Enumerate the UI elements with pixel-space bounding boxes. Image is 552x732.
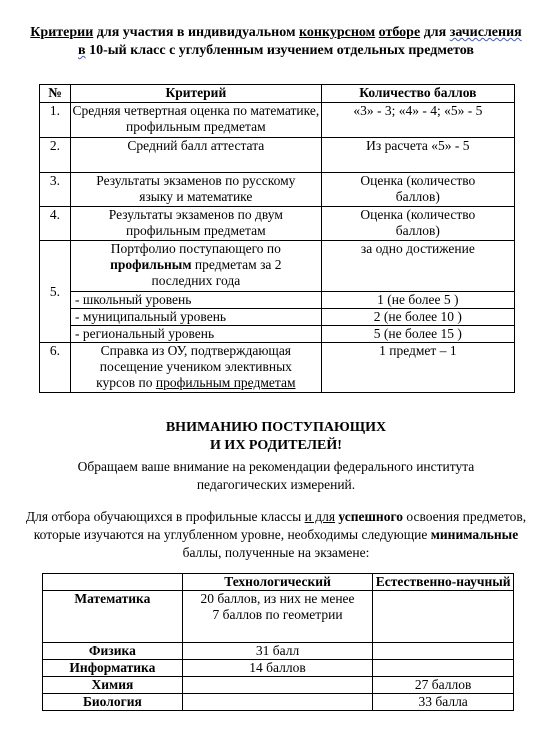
subject-cell: Математика — [43, 591, 183, 643]
header-cell: № — [40, 85, 71, 103]
table-row — [40, 241, 515, 292]
title-part: для участия в индивидуальном — [93, 25, 300, 40]
requirements-paragraph — [22, 508, 530, 562]
tech-text: 20 баллов, из них не менее 7 баллов по геометрии — [200, 591, 355, 622]
criterion-text: Результаты экзаменов по двум профильным предметам — [108, 207, 283, 238]
score-text: Оценка (количество баллов) — [360, 173, 476, 204]
criterion-text-bold: профильным — [110, 257, 192, 272]
score-cell: 1 предмет – 1 — [321, 343, 514, 393]
table-row — [40, 292, 515, 309]
table-row — [40, 343, 515, 393]
table-row — [40, 173, 515, 207]
natural-cell — [373, 591, 514, 643]
score-cell — [321, 207, 514, 241]
criterion-cell: Средний балл аттестата — [70, 138, 321, 173]
header-cell: Количество баллов — [321, 85, 514, 103]
criterion-text: Результаты экзаменов по русскому языку и математике — [96, 173, 296, 204]
table-row — [43, 660, 514, 677]
level-label: - школьный уровень — [70, 292, 321, 309]
row-number: 6. — [40, 343, 71, 393]
table-row — [40, 103, 515, 138]
table-row — [43, 677, 514, 694]
title-part: конкурсном — [299, 25, 376, 40]
natural-cell — [373, 660, 514, 677]
score-cell — [321, 138, 514, 173]
header-cell — [43, 574, 183, 591]
score-text: Оценка (количество баллов) — [360, 207, 476, 238]
table-row — [43, 694, 514, 711]
subject-cell: Информатика — [43, 660, 183, 677]
natural-cell: 33 балла — [373, 694, 514, 711]
header-cell: Критерий — [70, 85, 321, 103]
para-part: Для отбора обучающихся в профильные классы — [25, 509, 305, 524]
para-part: минимальные — [430, 527, 519, 542]
criterion-cell — [70, 173, 321, 207]
notice-heading: ВНИМАНИЮ ПОСТУПАЮЩИХ — [165, 420, 387, 435]
notice-text: Обращаем ваше внимание на рекомендации федерального института педагогических измерений. — [77, 459, 475, 492]
score-cell: 1 (не более 5 ) — [321, 292, 514, 309]
table-header-row — [40, 85, 515, 103]
subject-cell: Физика — [43, 643, 183, 660]
subject-cell: Биология — [43, 694, 183, 711]
score-cell: «3» - 3; «4» - 4; «5» - 5 — [321, 103, 514, 138]
criterion-cell — [70, 207, 321, 241]
criterion-cell — [70, 241, 321, 292]
criterion-cell — [70, 343, 321, 393]
tech-cell: 14 баллов — [182, 660, 373, 677]
criterion-text: Портфолио поступающего по — [110, 241, 281, 256]
natural-cell — [373, 643, 514, 660]
tech-cell: 31 балл — [182, 643, 373, 660]
tech-cell — [182, 694, 373, 711]
row-number: 5. — [40, 241, 71, 343]
para-part: успешного — [338, 509, 403, 524]
row-number: 4. — [40, 207, 71, 241]
table-row — [43, 591, 514, 643]
para-part: освоения предметов, которые изучаются на углубленном уровне, необходимы следующие — [33, 509, 527, 542]
score-cell: за одно достижение — [321, 241, 514, 292]
title-part: для — [420, 25, 450, 40]
para-part: баллы, полученные на экзамене: — [182, 545, 370, 560]
para-part: и для — [304, 509, 336, 524]
document-title — [30, 24, 522, 60]
criteria-table — [39, 84, 515, 393]
score-text: Из расчета «5» - 5 — [366, 138, 470, 153]
criterion-text: Справка из ОУ, подтверждающая посещение учеником элективных курсов по — [96, 343, 292, 390]
scores-table — [42, 573, 514, 711]
score-cell: 2 (не более 10 ) — [321, 309, 514, 326]
natural-cell: 27 баллов — [373, 677, 514, 694]
row-number: 1. — [40, 103, 71, 138]
notice-heading: И ИХ РОДИТЕЛЕЙ! — [210, 438, 342, 453]
level-label: - региональный уровень — [70, 326, 321, 343]
table-row — [40, 138, 515, 173]
level-label: - муниципальный уровень — [70, 309, 321, 326]
tech-cell — [182, 591, 373, 643]
title-part: Критерии — [30, 25, 94, 40]
subject-cell: Химия — [43, 677, 183, 694]
score-cell: 5 (не более 15 ) — [321, 326, 514, 343]
row-number: 3. — [40, 173, 71, 207]
table-header-row — [43, 574, 514, 591]
table-row — [40, 207, 515, 241]
header-cell: Естественно-научный — [373, 574, 514, 591]
tech-cell — [182, 677, 373, 694]
header-cell: Технологический — [182, 574, 373, 591]
table-row — [40, 326, 515, 343]
score-cell — [321, 173, 514, 207]
criterion-text: предметам за 2 последних года — [151, 257, 282, 288]
criterion-cell: Средняя четвертная оценка по математике, профильным предметам — [70, 103, 321, 138]
title-part: отборе — [378, 25, 421, 40]
title-part: зачисления в — [78, 25, 522, 58]
row-number: 2. — [40, 138, 71, 173]
table-row — [43, 643, 514, 660]
table-row — [40, 309, 515, 326]
title-part: 10-ый класс с углубленным изучением отдельных предметов — [85, 43, 474, 58]
criterion-text-underlined: профильным предметам — [155, 375, 296, 390]
